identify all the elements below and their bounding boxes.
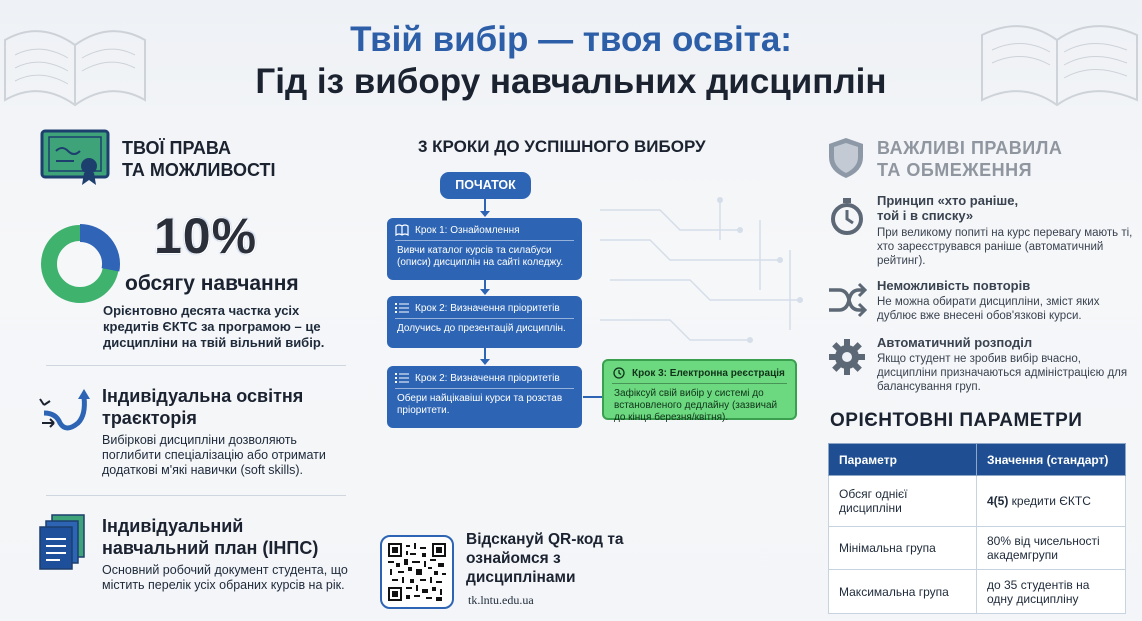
- step-body: Зафіксуй свій вибір у системі до встановленого дедлайну (зазвичай до кінця березня/квітня).: [614, 388, 778, 423]
- page-title-line2: Гід із вибору навчальних дисциплін: [255, 62, 887, 101]
- rule-title: Автоматичний розподіл: [877, 335, 1033, 350]
- rule-title-line1: Принцип «хто раніше,: [877, 193, 1019, 208]
- list-icon: [395, 372, 409, 384]
- individual-plan-title: [102, 515, 318, 559]
- certificate-icon: [40, 129, 110, 187]
- percent-value: 10%: [154, 208, 258, 264]
- rule-description: Не можна обирати дисципліни, зміст яких дублює вже внесені обов'язкові курси.: [877, 296, 1100, 322]
- documents-icon: [38, 513, 86, 571]
- rights-title-line2: ТА МОЖЛИВОСТІ: [122, 160, 276, 180]
- rule-title: Неможливість повторів: [877, 278, 1031, 293]
- param-cell: Максимальна група: [829, 570, 977, 614]
- qr-code-icon: [388, 543, 446, 601]
- rights-title: [122, 137, 276, 181]
- volume-label: обсягу навчання: [125, 272, 299, 295]
- trajectory-title: [102, 385, 303, 429]
- rule-description: При великому попиті на курс перевагу мають ті, хто зареєструвався раніше (автоматичний рейтинг).: [877, 227, 1133, 267]
- rights-section: [36, 125, 346, 615]
- plan-title-line2: навчальний план (ІНПС): [102, 538, 319, 558]
- column-header: Значення (стандарт): [977, 444, 1126, 476]
- circuit-decoration-icon: [600, 180, 830, 380]
- column-header: Параметр: [829, 444, 977, 476]
- ten-percent-donut-chart: [38, 222, 122, 306]
- rule-description: Якщо студент не зробив вибір вчасно, дисципліни призначаються адміністрацією для балансування груп.: [877, 353, 1128, 393]
- step-card-3: [387, 366, 582, 428]
- step-body: Обери найцікавіші курси та розстав пріоритети.: [397, 393, 563, 416]
- step-body: Вивчи каталог курсів та силабуси (описи) дисциплін на сайті коледжу.: [397, 245, 564, 268]
- rules-title: [877, 137, 1062, 181]
- volume-description: Орієнтовно десята частка усіх кредитів ЄКТС за програмою – це дисципліни на твій вільний вибір.: [103, 303, 325, 350]
- flow-arrow-horizontal: [583, 396, 602, 398]
- gear-icon: [827, 337, 867, 377]
- trajectory-title-line1: Індивідуальна освітня: [102, 386, 304, 406]
- flow-arrow: [484, 280, 486, 290]
- value-cell: до 35 студентів на одну дисципліну: [977, 570, 1126, 614]
- step-card-4: [602, 359, 797, 423]
- page-title-line1: Твій вибір — твоя освіта:: [350, 20, 792, 59]
- rule-title-line2: той і в списку»: [877, 208, 974, 223]
- rules-title-line1: ВАЖЛИВІ ПРАВИЛА: [877, 138, 1063, 158]
- params-table: [828, 443, 1126, 614]
- param-cell: Обсяг однієї дисципліни: [829, 476, 977, 527]
- rules-title-line2: ТА ОБМЕЖЕННЯ: [877, 160, 1033, 180]
- table-row: [829, 527, 1126, 570]
- step-heading: Крок 2: Визначення пріоритетів: [415, 302, 560, 314]
- qr-instruction: Відскануй QR-код та ознайомся з дисциплінами: [466, 531, 624, 586]
- value-cell: 80% від чисельності академгрупи: [977, 527, 1126, 570]
- step-heading: Крок 1: Ознайомлення: [415, 224, 520, 236]
- clock-icon: [612, 367, 626, 379]
- step-card-2: [387, 296, 582, 348]
- qr-code[interactable]: [380, 535, 454, 609]
- value-text: кредити ЄКТС: [1008, 494, 1091, 508]
- plan-title-line1: Індивідуальний: [102, 516, 244, 536]
- stopwatch-icon: [827, 196, 867, 236]
- rights-title-line1: ТВОЇ ПРАВА: [122, 138, 231, 158]
- table-row: [829, 476, 1126, 527]
- step-heading: Крок 3: Електронна реєстрація: [632, 367, 785, 379]
- param-cell: Мінімальна група: [829, 527, 977, 570]
- divider: [46, 365, 346, 366]
- individual-plan-description: Основний робочий документ студента, що містить перелік усіх обраних курсів на рік.: [102, 563, 348, 592]
- divider: [46, 495, 346, 496]
- rule-title: [877, 193, 1018, 223]
- trajectory-arrows-icon: [38, 383, 96, 437]
- trajectory-title-line2: траєкторія: [102, 408, 197, 428]
- step-body: Долучись до презентацій дисциплін.: [397, 323, 566, 334]
- qr-url-link[interactable]: tk.lntu.edu.ua: [468, 593, 534, 607]
- table-row: [829, 570, 1126, 614]
- shield-icon: [827, 137, 865, 179]
- steps-title: 3 КРОКИ ДО УСПІШНОГО ВИБОРУ: [418, 137, 706, 156]
- shuffle-icon: [827, 280, 867, 320]
- flow-arrow: [484, 348, 486, 360]
- step-card-1: [387, 218, 582, 280]
- list-icon: [395, 302, 409, 314]
- step-heading: Крок 2: Визначення пріоритетів: [415, 372, 560, 384]
- start-node: ПОЧАТОК: [440, 172, 531, 199]
- flow-arrow: [484, 199, 486, 212]
- value-bold: 4(5): [987, 494, 1009, 508]
- trajectory-description: Вибіркові дисципліни дозволяють поглибити спеціалізацію або отримати додаткові м'які навички (soft skills).: [102, 433, 326, 477]
- table-header-row: [829, 444, 1126, 476]
- value-cell: [977, 476, 1126, 527]
- book-icon: [395, 224, 409, 236]
- params-title: ОРІЄНТОВНІ ПАРАМЕТРИ: [830, 410, 1083, 431]
